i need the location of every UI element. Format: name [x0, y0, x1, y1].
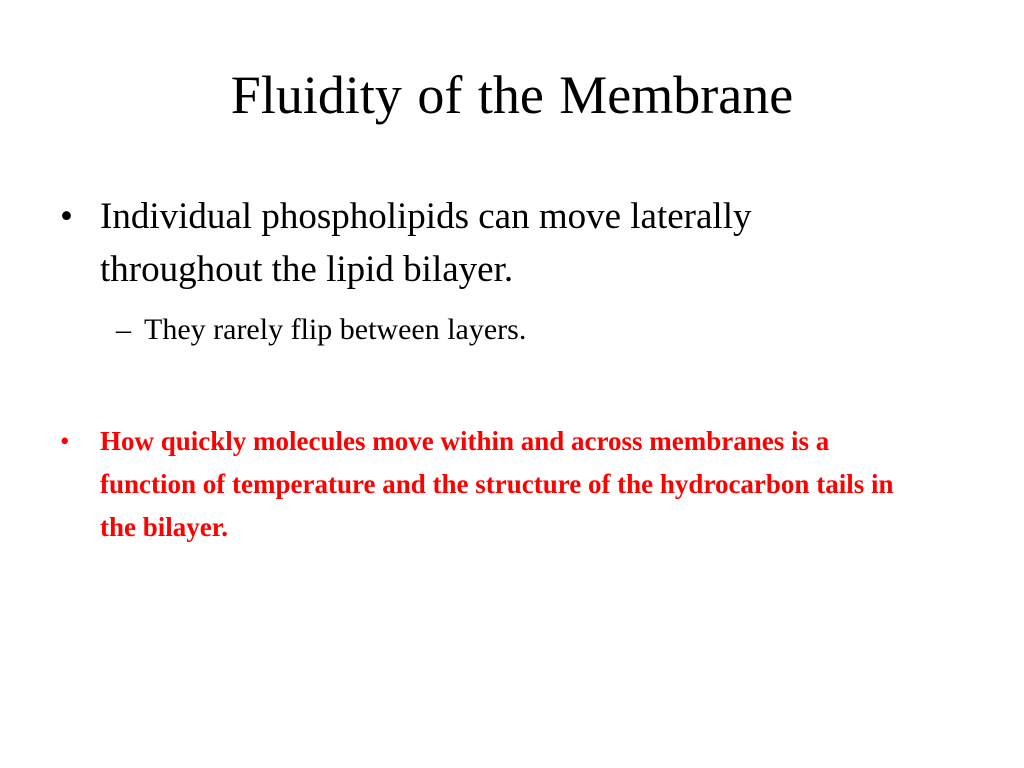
- bullet-item-1: [60, 190, 920, 296]
- slide-title: Fluidity of the Membrane: [230, 65, 794, 125]
- sub-bullet-item-1: [116, 309, 916, 351]
- bullet-text-highlighted: How quickly molecules move within and across membranes is a function of temperature and the structure of the hydrocarbon tails in the bilayer.: [100, 426, 894, 542]
- sub-bullet-marker: –: [116, 313, 131, 346]
- sub-bullet-text: They rarely flip between layers.: [144, 313, 527, 346]
- bullet-marker: •: [60, 196, 73, 237]
- bullet-item-2: [60, 420, 920, 549]
- bullet-text: Individual phospholipids can move laterally throughout the lipid bilayer.: [100, 196, 752, 290]
- bullet-marker: •: [60, 426, 70, 456]
